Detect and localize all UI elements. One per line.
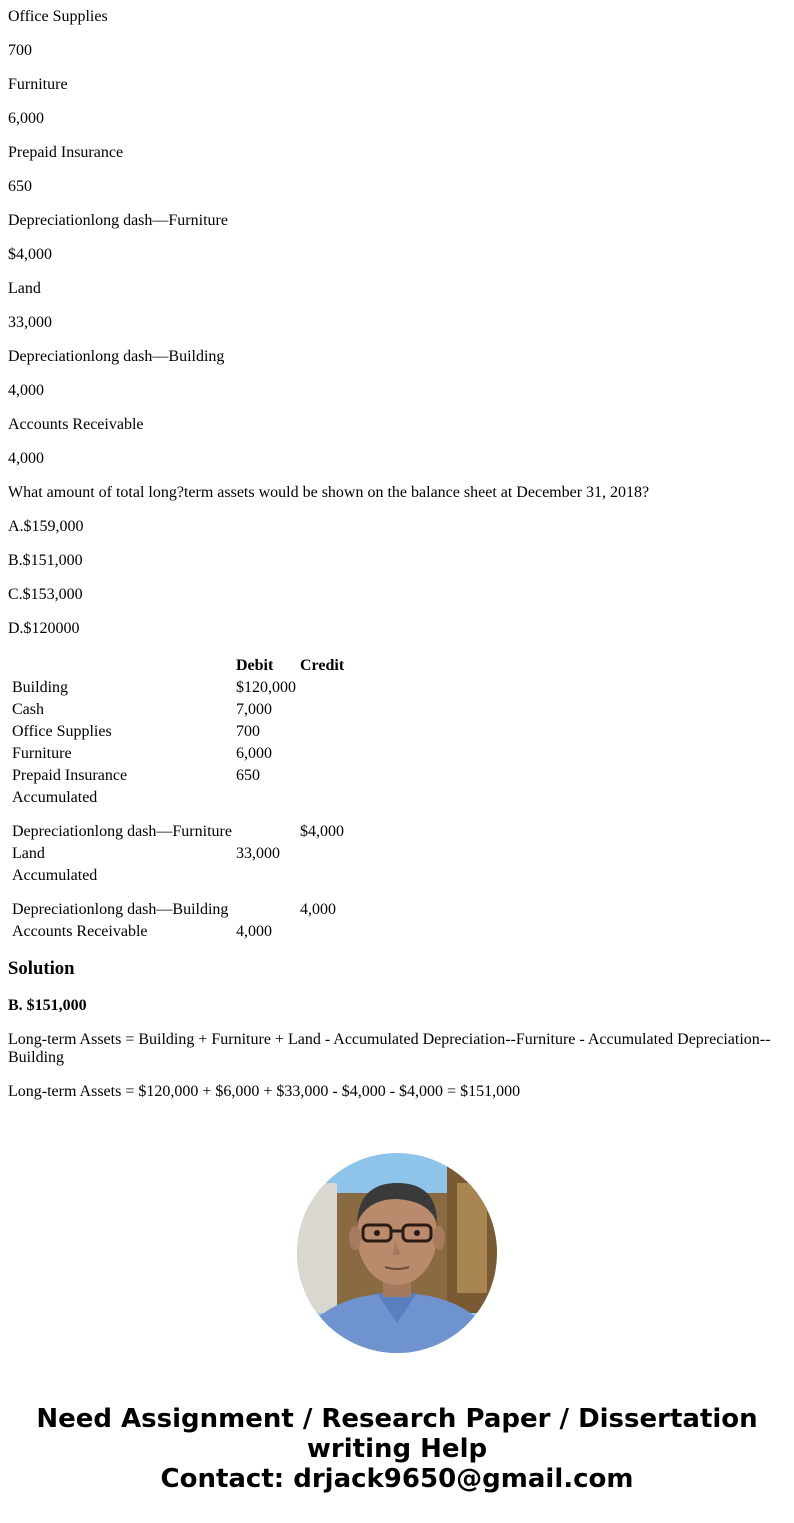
- credit-value: [299, 744, 345, 764]
- header-debit: Debit: [236, 657, 274, 674]
- credit-value: $4,000: [300, 823, 344, 840]
- promo-banner: [0, 1404, 794, 1494]
- option-c: C.$153,000: [8, 586, 83, 603]
- credit-value: [299, 700, 345, 720]
- list-line: Accounts Receivable: [8, 416, 144, 433]
- debit-value: $120,000: [236, 679, 296, 696]
- credit-value: [299, 678, 345, 698]
- promo-contact: Contact: drjack9650@gmail.com: [160, 1464, 634, 1494]
- table-row: [11, 700, 345, 720]
- table-row: [11, 722, 345, 742]
- solution-calculation: Long-term Assets = $120,000 + $6,000 + $33,000 - $4,000 - $4,000 = $151,000: [8, 1083, 521, 1100]
- account-name: [11, 866, 233, 920]
- credit-value: [299, 722, 345, 742]
- account-name: Cash: [12, 701, 44, 718]
- trial-balance-table: [9, 654, 347, 944]
- credit-value: [299, 922, 345, 942]
- list-line: Depreciationlong dash—Furniture: [8, 212, 228, 229]
- table-row: [11, 844, 345, 864]
- debit-value: 7,000: [236, 701, 272, 718]
- debit-value: 650: [236, 767, 260, 784]
- account-name: Land: [12, 845, 45, 862]
- credit-value: [299, 766, 345, 786]
- table-row: [11, 678, 345, 698]
- header-name: [11, 656, 233, 676]
- debit-value: [235, 788, 297, 842]
- debit-value: 33,000: [236, 845, 280, 862]
- question-text: What amount of total long?term assets would be shown on the balance sheet at December 31, 2018?: [8, 484, 650, 501]
- debit-value: 4,000: [236, 923, 272, 940]
- account-name: Furniture: [12, 745, 72, 762]
- asset-list: [8, 0, 786, 638]
- account-name-line2: Depreciationlong dash—Furniture: [12, 823, 232, 840]
- option-d: D.$120000: [8, 620, 80, 637]
- table-row: [11, 788, 345, 842]
- option-b: B.$151,000: [8, 552, 83, 569]
- table-row: [11, 766, 345, 786]
- account-name: Office Supplies: [12, 723, 112, 740]
- debit-value: 6,000: [236, 745, 272, 762]
- account-name-line1: Accumulated: [12, 867, 98, 884]
- list-line: Office Supplies: [8, 8, 108, 25]
- list-line: Prepaid Insurance: [8, 144, 124, 161]
- solution-formula: Long-term Assets = Building + Furniture + Land - Accumulated Depreciation--Furniture - Accumulated Depreciation--Building: [8, 1031, 771, 1066]
- list-line: $4,000: [8, 246, 52, 263]
- account-name: Prepaid Insurance: [12, 767, 128, 784]
- list-line: Furniture: [8, 76, 68, 93]
- promo-line: Need Assignment / Research Paper / Dissertation: [36, 1404, 758, 1434]
- account-name: Building: [12, 679, 69, 696]
- table-header-row: [11, 656, 345, 676]
- list-line: 700: [8, 42, 32, 59]
- list-line: 4,000: [8, 450, 44, 467]
- list-line: 6,000: [8, 110, 44, 127]
- account-name: [11, 788, 233, 842]
- list-line: Land: [8, 280, 41, 297]
- option-a: A.$159,000: [8, 518, 84, 535]
- promo-line: writing Help: [306, 1434, 488, 1464]
- list-line: 4,000: [8, 382, 44, 399]
- table-row: [11, 922, 345, 942]
- list-line: 650: [8, 178, 32, 195]
- solution-answer: B. $151,000: [8, 997, 87, 1014]
- list-line: Depreciationlong dash—Building: [8, 348, 225, 365]
- account-name: Accounts Receivable: [12, 923, 148, 940]
- credit-value: 4,000: [300, 901, 336, 918]
- table-row: [11, 744, 345, 764]
- solution-heading: Solution: [8, 958, 75, 979]
- account-name-line2: Depreciationlong dash—Building: [12, 901, 229, 918]
- header-credit: Credit: [300, 657, 345, 674]
- debit-value: [235, 866, 297, 920]
- credit-value: [299, 844, 345, 864]
- author-avatar: [297, 1153, 497, 1353]
- account-name-line1: Accumulated: [12, 789, 98, 806]
- table-row: [11, 866, 345, 920]
- list-line: 33,000: [8, 314, 52, 331]
- author-portrait-icon: [297, 1153, 497, 1353]
- debit-value: 700: [236, 723, 260, 740]
